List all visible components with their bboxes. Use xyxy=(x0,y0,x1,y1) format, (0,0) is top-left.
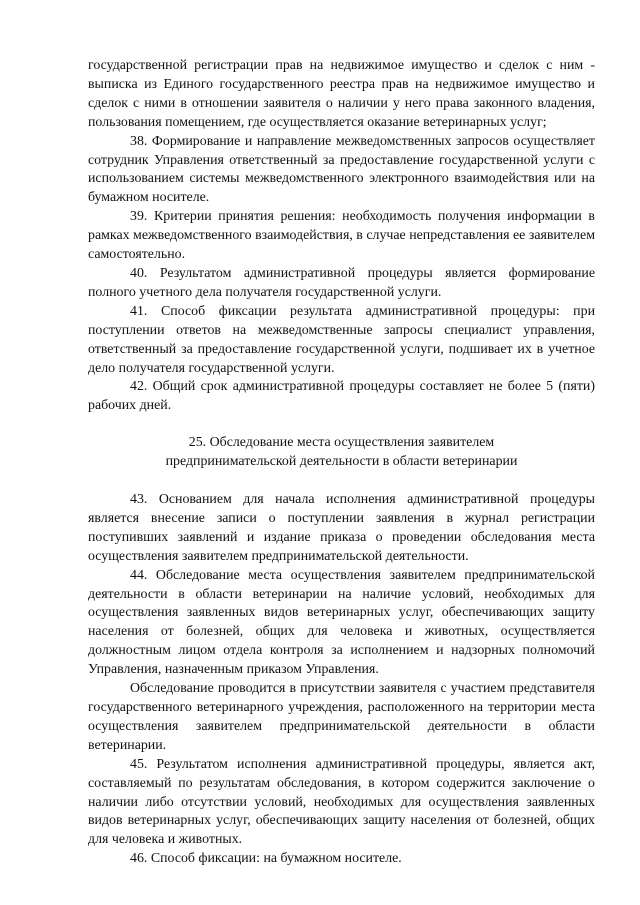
paragraph-41: 41. Способ фиксации результата административной процедуры: при поступлении ответов на межведомственные запросы специалист управления, ответственный за предоставление государственной услуги, подшивает их в учетное дело получателя государственной услуги. xyxy=(88,303,595,376)
paragraph-42: 42. Общий срок административной процедуры составляет не более 5 (пяти) рабочих дней. xyxy=(88,379,595,414)
paragraph-40: 40. Результатом административной процедуры является формирование полного учетного дела получателя государственной услуги. xyxy=(88,265,595,300)
section-heading xyxy=(88,434,595,472)
paragraph-45: 45. Результатом исполнения административной процедуры, является акт, составляемый по результатам обследования, в котором содержится заключение о наличии либо отсутствии условий, необходимых для осуществления заявленных видов ветеринарных услуг, обеспечивающих защиту населения от болезней, общих для человека и животных. xyxy=(88,756,595,848)
section-heading-line-1: 25. Обследование места осуществления заявителем xyxy=(188,435,495,451)
section-heading-line-2: предпринимательской деятельности в области ветеринарии xyxy=(165,454,518,470)
paragraph-continuation: государственной регистрации прав на недвижимое имущество и сделок с ним - выписка из Единого государственного реестра прав на недвижимое имущество и сделок с ними в отношении заявителя о наличии у него права законного владения, пользования помещением, где осуществляется оказание ветеринарных услуг; xyxy=(88,58,595,130)
document-page xyxy=(88,57,595,869)
paragraph-44-continued: Обследование проводится в присутствии заявителя с участием представителя государственного ветеринарного учреждения, расположенного на территории места осуществления заявителем предпринимательской деятельности в области ветеринарии. xyxy=(88,681,595,753)
paragraph-43: 43. Основанием для начала исполнения административной процедуры является внесение записи о поступлении заявления в журнал регистрации поступивших заявлений и издание приказа о проведении обследования места осуществления заявителем предпринимательской деятельности. xyxy=(88,492,595,564)
paragraph-46: 46. Способ фиксации: на бумажном носителе. xyxy=(130,851,402,867)
paragraph-44: 44. Обследование места осуществления заявителем предпринимательской деятельности в области ветеринарии на наличие условий, необходимых для осуществления заявленных видов ветеринарных услуг, обеспечивающих защиту населения от болезней, общих для человека и животных, осуществляется должностным лицом отдела контроля за исполнением и надзорных полномочий Управления, назначенным приказом Управления. xyxy=(88,567,595,678)
paragraph-38: 38. Формирование и направление межведомственных запросов осуществляет сотрудник Управления ответственный за предоставление государственной услуги с использованием системы межведомственного электронного взаимодействия или на бумажном носителе. xyxy=(88,133,595,206)
paragraph-39: 39. Критерии принятия решения: необходимость получения информации в рамках межведомственного взаимодействия, в случае непредставления ее заявителем самостоятельно. xyxy=(88,209,595,263)
